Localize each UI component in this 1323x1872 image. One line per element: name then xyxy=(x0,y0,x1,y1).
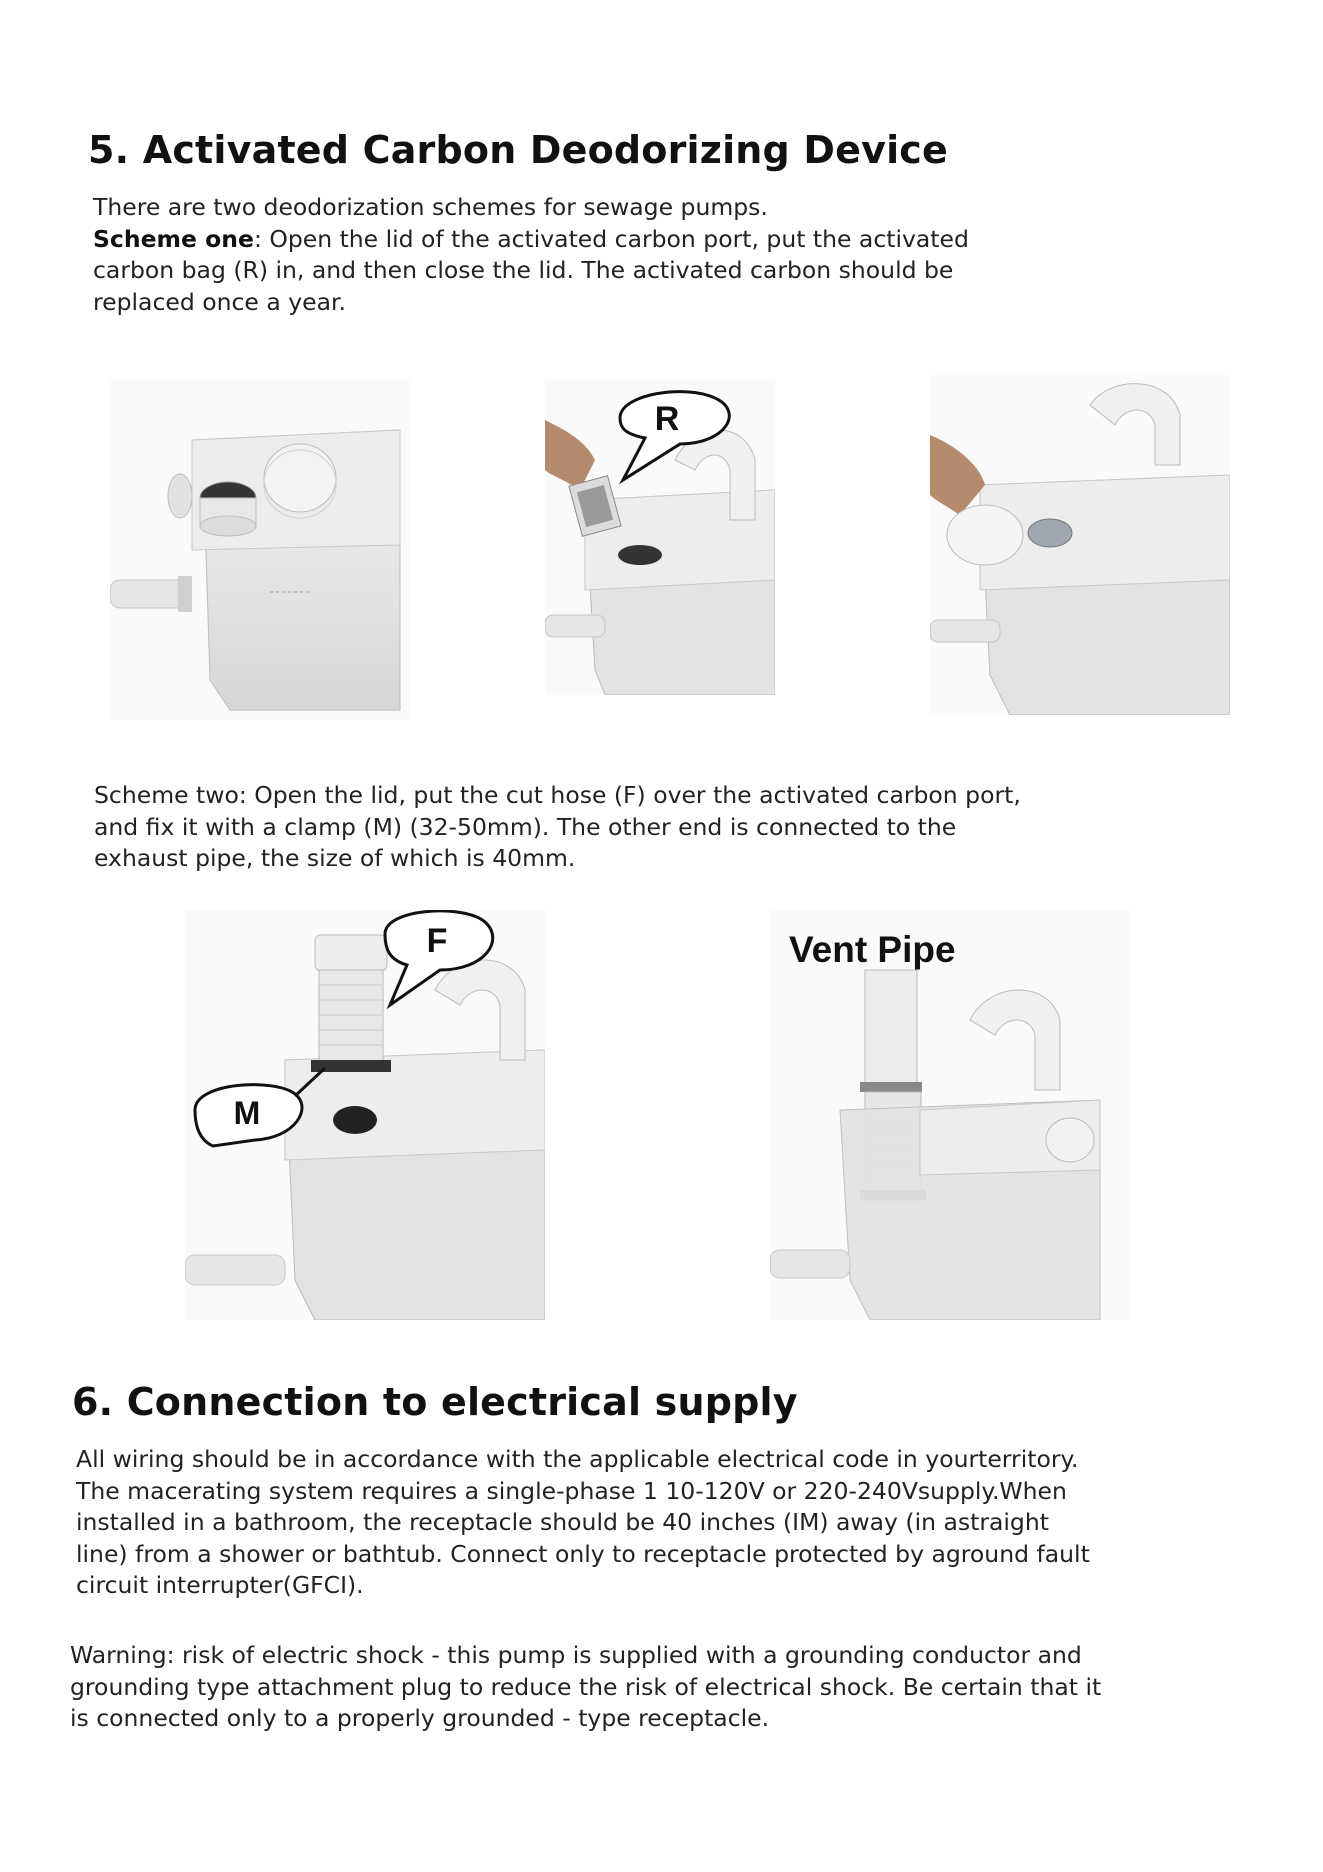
vent-pipe-label: Vent Pipe xyxy=(789,929,956,970)
scheme-two-block xyxy=(94,780,1294,875)
scheme-one-line2: carbon bag (R) in, and then close the lid. The activated carbon should be xyxy=(93,256,954,284)
electrical-line4: line) from a shower or bathtub. Connect only to receptacle protected by aground fault xyxy=(76,1539,1090,1568)
scheme-one-label: Scheme one xyxy=(93,224,254,253)
callout-m-label: M xyxy=(233,1095,261,1131)
scheme-one-text: : Open the lid of the activated carbon port, put the activated xyxy=(253,224,969,253)
electrical-line2: The macerating system requires a single-phase 1 10-120V or 220-240Vsupply.When xyxy=(76,1476,1067,1505)
warning-line3: is connected only to a properly grounded - type receptacle. xyxy=(70,1704,770,1732)
electrical-line1: All wiring should be in accordance with the applicable electrical code in yourterritory. xyxy=(76,1445,1079,1473)
scheme-one-line1 xyxy=(93,224,1273,256)
warning-paragraph xyxy=(70,1640,1300,1735)
electrical-line3: installed in a bathroom, the receptacle should be 40 inches (IM) away (in astraight xyxy=(76,1508,1049,1536)
pump-lid-open-photo xyxy=(110,380,410,720)
insert-carbon-bag-photo xyxy=(545,380,775,695)
scheme-two-line3: exhaust pipe, the size of which is 40mm. xyxy=(94,844,576,872)
corrugated-hose xyxy=(311,935,391,1072)
hose-clamp-photo xyxy=(185,910,545,1320)
section-6-heading: 6. Connection to electrical supply xyxy=(72,1380,798,1424)
section-5-intro-block xyxy=(93,192,1273,318)
callout-r-label: R xyxy=(654,400,680,438)
vent-pipe-photo xyxy=(770,910,1130,1320)
electrical-line5: circuit interrupter(GFCI). xyxy=(76,1571,364,1599)
close-lid-photo xyxy=(930,375,1230,715)
electrical-supply-paragraph xyxy=(76,1444,1296,1602)
callout-f-label: F xyxy=(426,922,448,960)
scheme-two-line1: Scheme two: Open the lid, put the cut hose (F) over the activated carbon port, xyxy=(94,781,1021,809)
warning-line1: Warning: risk of electric shock - this pump is supplied with a grounding conductor and xyxy=(70,1641,1082,1669)
section-5-heading: 5. Activated Carbon Deodorizing Device xyxy=(88,128,949,172)
scheme-one-line3: replaced once a year. xyxy=(93,287,346,316)
scheme-two-line2: and fix it with a clamp (M) (32-50mm). The other end is connected to the xyxy=(94,812,957,841)
intro-text: There are two deodorization schemes for sewage pumps. xyxy=(93,193,768,221)
warning-line2: grounding type attachment plug to reduce the risk of electrical shock. Be certain that it xyxy=(70,1672,1102,1701)
